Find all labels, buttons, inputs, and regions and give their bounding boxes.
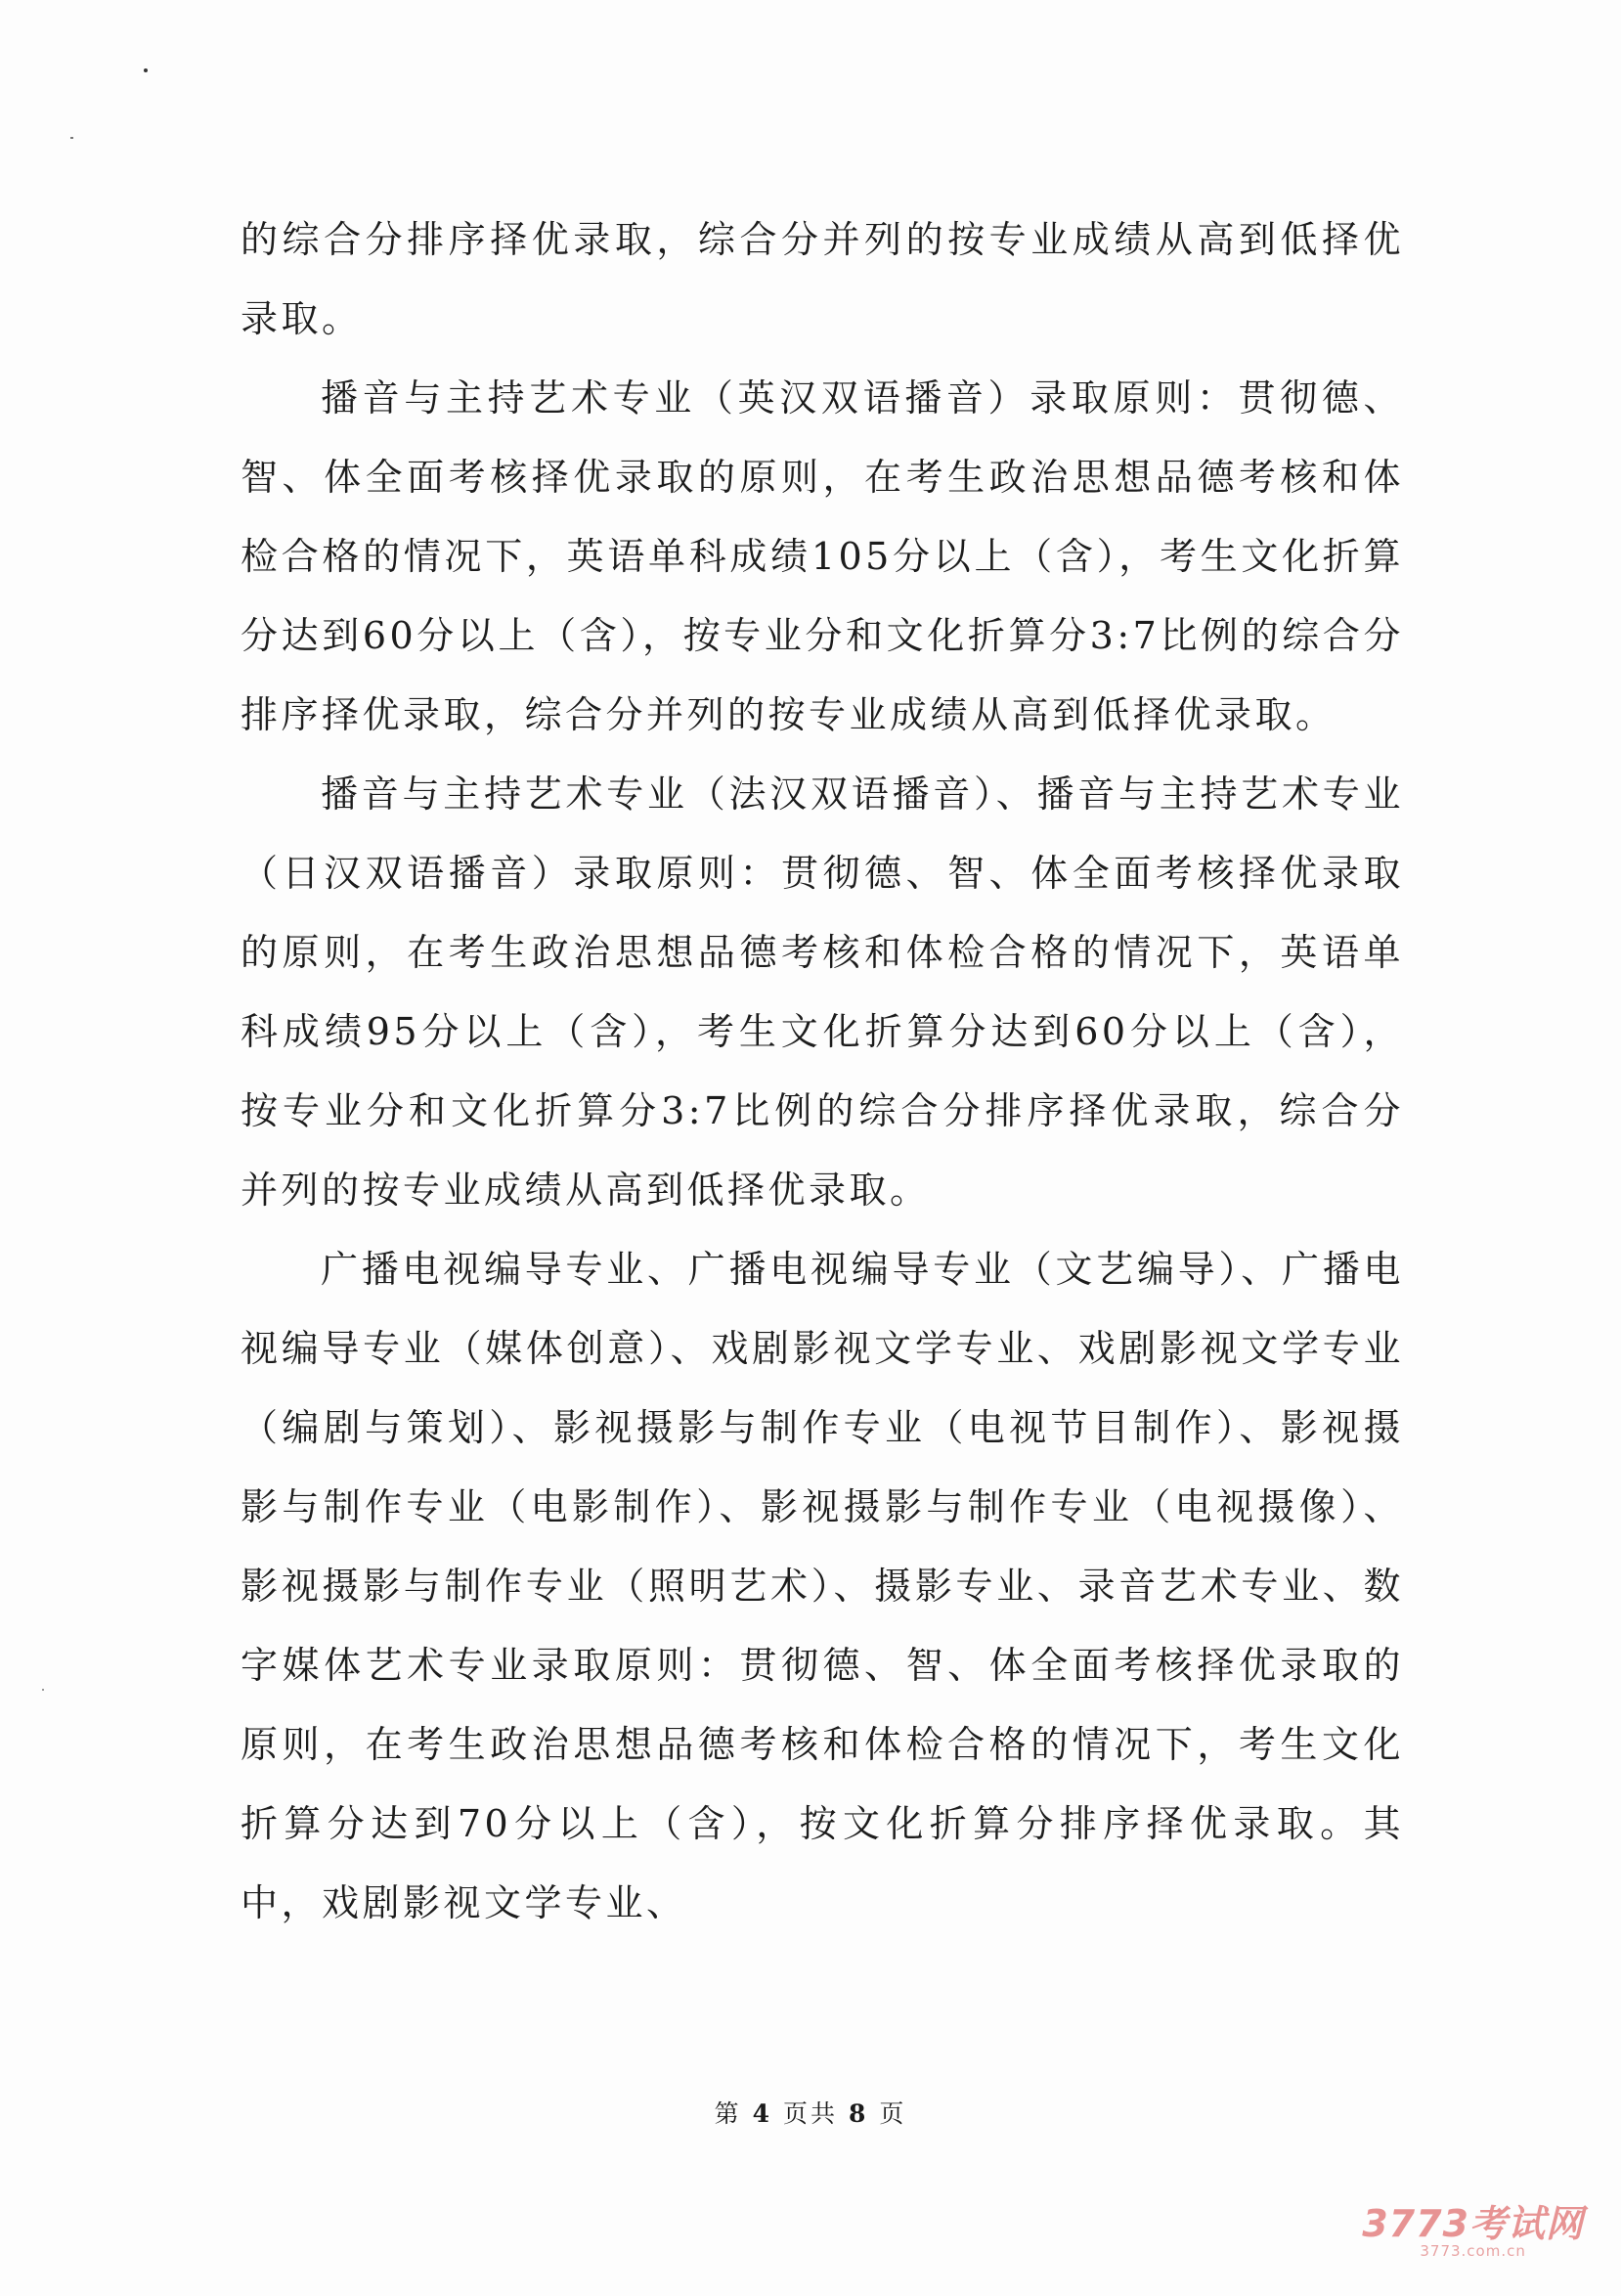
paragraph-2: 播音与主持艺术专业（英汉双语播音）录取原则：贯彻德、智、体全面考核择优录取的原则，在考生政治思想品德考核和体检合格的情况下，英语单科成绩105分以上（含），考生文化折算分达到60分以上（含），按专业分和文化折算分3:7比例的综合分排序择优录取，综合分并列的按专业成绩从高到低择优录取。	[241, 376, 1404, 736]
scan-speck	[144, 68, 148, 72]
watermark-logo-text: 3773考试网	[1362, 2202, 1584, 2245]
footer-suffix: 页	[879, 2099, 907, 2128]
scan-speck	[70, 137, 73, 139]
footer-middle: 页共	[782, 2099, 838, 2128]
paragraph-3: 播音与主持艺术专业（法汉双语播音）、播音与主持艺术专业（日汉双语播音）录取原则：贯彻德、智、体全面考核择优录取的原则，在考生政治思想品德考核和体检合格的情况下，英语单科成绩95分以上（含），考生文化折算分达到60分以上（含），按专业分和文化折算分3:7比例的综合分排序择优录取，综合分并列的按专业成绩从高到低择优录取。	[241, 773, 1404, 1212]
paragraph-1: 的综合分排序择优录取，综合分并列的按专业成绩从高到低择优录取。	[241, 218, 1404, 340]
footer-total-pages: 8	[848, 2099, 869, 2128]
site-watermark	[1362, 2202, 1584, 2260]
paragraph-4: 广播电视编导专业、广播电视编导专业（文艺编导）、广播电视编导专业（媒体创意）、戏剧影视文学专业、戏剧影视文学专业（编剧与策划）、影视摄影与制作专业（电视节目制作）、影视摄影与制作专业（电影制作）、影视摄影与制作专业（电视摄像）、影视摄影与制作专业（照明艺术）、摄影专业、录音艺术专业、数字媒体艺术专业录取原则：贯彻德、智、体全面考核择优录取的原则，在考生政治思想品德考核和体检合格的情况下，考生文化折算分达到70分以上（含），按文化折算分排序择优录取。其中，戏剧影视文学专业、	[241, 1248, 1404, 1924]
document-body	[241, 200, 1404, 1943]
footer-current-page: 4	[752, 2099, 773, 2128]
footer-prefix: 第	[714, 2099, 742, 2128]
watermark-url: 3773.com.cn	[1420, 2242, 1526, 2260]
scan-speck	[42, 1689, 44, 1691]
page-footer	[0, 2095, 1621, 2130]
